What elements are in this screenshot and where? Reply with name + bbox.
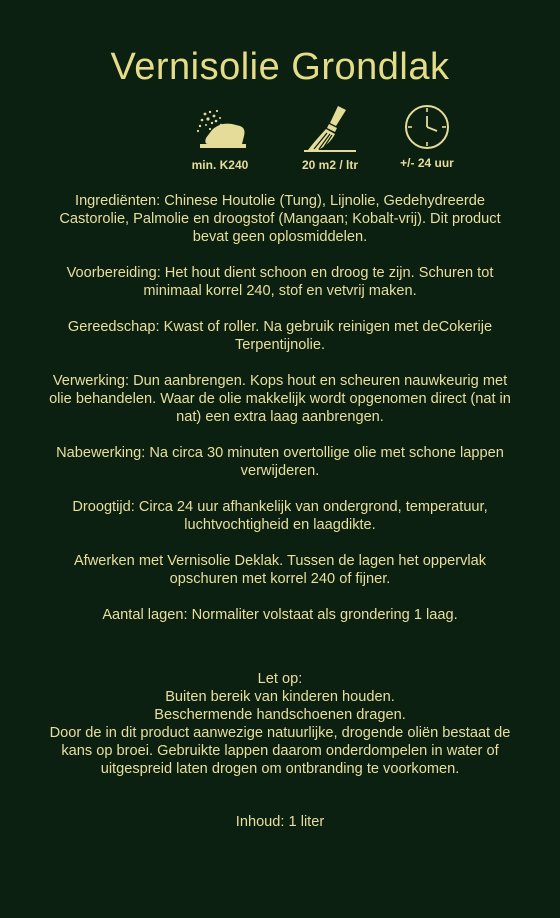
brush-caption: 20 m2 / ltr (301, 158, 359, 172)
sanding-block (165, 104, 275, 172)
brush-icon (300, 104, 360, 152)
clock-icon (401, 104, 453, 150)
clock-caption: +/- 24 uur (400, 156, 454, 170)
sanding-icon (190, 104, 250, 152)
brush-block (275, 104, 385, 172)
warning-heading: Let op: (257, 671, 303, 687)
warning-line-combustion: Door de in dit product aanwezige natuurlijke, drogende oliën bestaat de kans op broei. Gebruikte lappen daarom onderdompelen in water of uitgespreid laten drogen om ontbranding te voorkomen. (49, 725, 511, 777)
application-paragraph: Verwerking: Dun aanbrengen. Kops hout en scheuren nauwkeurig met olie behandelen. Waar de olie makkelijk wordt opgenomen direct (nat in nat) een extra laag aanbrengen. (49, 373, 511, 425)
contents-volume: Inhoud: 1 liter (235, 814, 325, 830)
aftercare-paragraph: Nabewerking: Na circa 30 minuten overtollige olie met schone lappen verwijderen. (56, 445, 504, 479)
warning-section (40, 670, 520, 778)
instructions (40, 192, 520, 642)
tools-paragraph: Gereedschap: Kwast of roller. Na gebruik reinigen met deCokerije Terpentijnolie. (67, 319, 493, 353)
preparation-paragraph: Voorbereiding: Het hout dient schoon en droog te zijn. Schuren tot minimaal korrel 240, stof en vetvrij maken. (66, 265, 494, 299)
warning-line-gloves: Beschermende handschoenen dragen. (154, 707, 406, 723)
drying-time-paragraph: Droogtijd: Circa 24 uur afhankelijk van ondergrond, temperatuur, luchtvochtigheid en laagdikte. (72, 499, 488, 533)
sanding-caption: min. K240 (191, 158, 249, 172)
icon-row (0, 104, 560, 184)
finishing-paragraph: Afwerken met Vernisolie Deklak. Tussen de lagen het oppervlak opschuren met korrel 240 of fijner. (73, 553, 487, 587)
ingredients-paragraph: Ingrediënten: Chinese Houtolie (Tung), Lijnolie, Gedehydreerde Castorolie, Palmolie en droogstof (Mangaan; Kobalt-vrij). Dit product bevat geen oplosmiddelen. (59, 193, 501, 245)
warning-line-children: Buiten bereik van kinderen houden. (165, 689, 395, 705)
layers-paragraph: Aantal lagen: Normaliter volstaat als grondering 1 laag. (102, 607, 458, 623)
clock-block (372, 104, 482, 170)
page-title: Vernisolie Grondlak (110, 46, 450, 88)
